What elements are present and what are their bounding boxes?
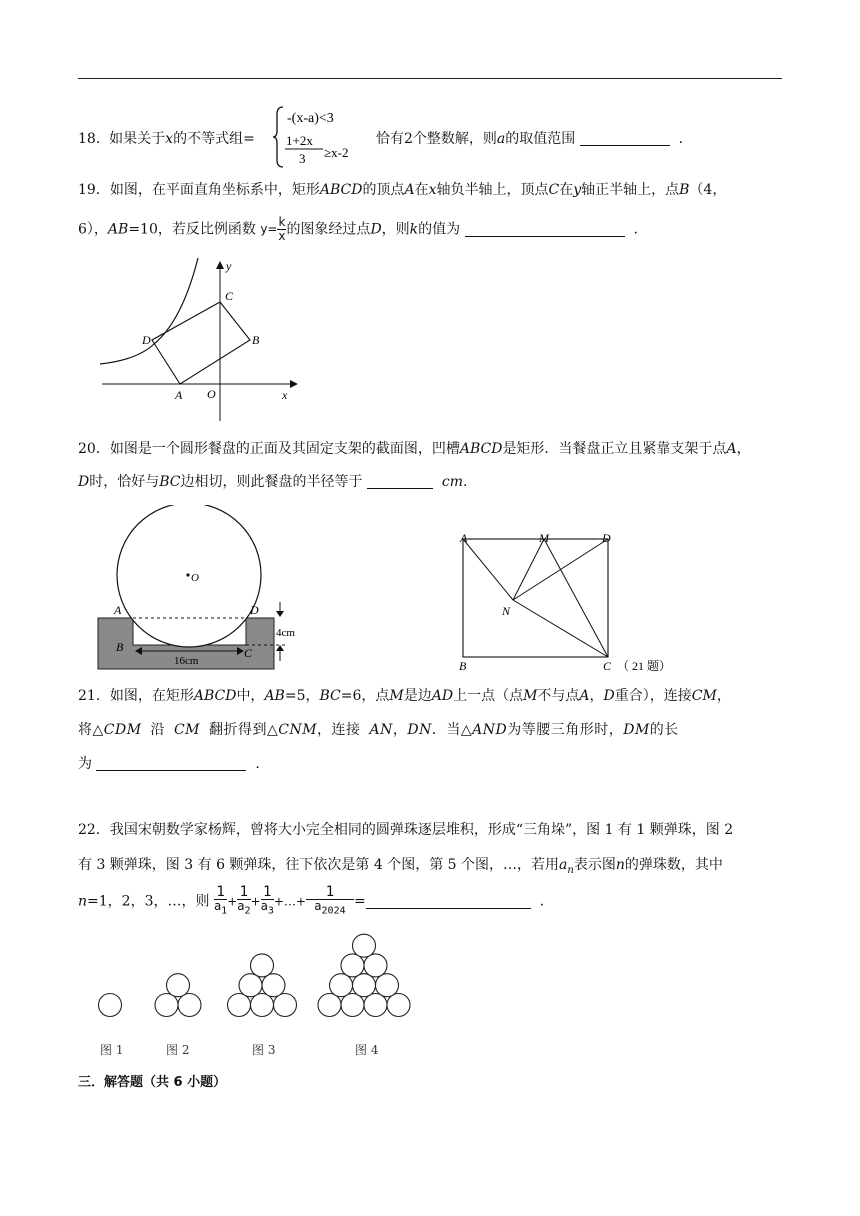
answer-blank-19[interactable] bbox=[465, 222, 625, 237]
figure-20 bbox=[92, 505, 307, 675]
marble-fig4 bbox=[364, 954, 387, 977]
marble-fig2 bbox=[167, 974, 190, 997]
label-D: D bbox=[250, 603, 259, 617]
marble-fig3 bbox=[262, 974, 285, 997]
answer-blank-22[interactable] bbox=[366, 894, 531, 909]
question-19-line2: 6），AB=10，若反比例函数 y= $\frac{k}{x}$ 的图象经过点D，则k的值为 . bbox=[78, 215, 638, 243]
fig21-caption: （ 21 题） bbox=[617, 659, 672, 673]
ineq-2-den: 3 bbox=[299, 151, 306, 166]
marble-fig4 bbox=[353, 934, 376, 957]
label-16cm: 16cm bbox=[174, 655, 199, 667]
marble-fig4 bbox=[341, 994, 364, 1017]
label-D: D bbox=[142, 333, 151, 347]
label-C: C bbox=[244, 646, 253, 660]
question-19-line1: 19．如图，在平面直角坐标系中，矩形ABCD的顶点A在x轴负半轴上，顶点C在y轴正半轴上，点B（4， bbox=[78, 182, 727, 198]
question-21-line1: 21．如图，在矩形ABCD中，AB=5，BC=6，点M是边AD上一点（点M不与点A，D重合），连接CM， bbox=[78, 688, 731, 704]
term-3: $\frac{1}{a_3}$ bbox=[260, 884, 274, 917]
ineq-2-num: 1+2x bbox=[286, 133, 313, 148]
ineq-2-rest: ≥x-2 bbox=[324, 145, 349, 160]
answer-blank-20[interactable] bbox=[367, 474, 433, 489]
term-4: $\frac{1}{a_{2024}}$ bbox=[306, 886, 354, 917]
figure-19 bbox=[92, 256, 307, 424]
question-22-line1: 22．我国宋朝数学家杨辉，曾将大小完全相同的圆弹珠逐层堆积，形成“三角垛”，图 1 有 1 颗弹珠，图 2 bbox=[78, 822, 734, 838]
label-C: C bbox=[603, 659, 612, 673]
question-21-line2: 将△CDM 沿 CM 翻折得到△CNM，连接 AN，DN．当△AND为等腰三角形时，DM的长 bbox=[78, 722, 679, 738]
label-M: M bbox=[539, 531, 549, 545]
question-20-line2: D时，恰好与BC边相切，则此餐盘的半径等于 cm. bbox=[78, 474, 468, 490]
question-22-line2: 有 3 颗弹珠，图 3 有 6 颗弹珠，往下依次是第 4 个图，第 5 个图，…，若用$a_n$表示图n的弹珠数，其中 bbox=[78, 857, 723, 876]
function-expression: y= bbox=[260, 222, 278, 236]
marble-fig4 bbox=[330, 974, 353, 997]
marble-fig4 bbox=[376, 974, 399, 997]
marble-fig4 bbox=[318, 994, 341, 1017]
marble-fig4 bbox=[364, 994, 387, 1017]
marble-fig4 bbox=[353, 974, 376, 997]
label-C: C bbox=[225, 289, 234, 303]
fig22-caption-4: 图 4 bbox=[355, 1043, 379, 1057]
fig22-caption-1: 图 1 bbox=[100, 1043, 124, 1057]
question-21-line3: 为 . bbox=[78, 756, 260, 772]
label-B: B bbox=[459, 659, 467, 673]
marble-fig3 bbox=[228, 994, 251, 1017]
fig22-caption-3: 图 3 bbox=[252, 1043, 276, 1057]
label-4cm: 4cm bbox=[276, 627, 295, 639]
label-B: B bbox=[116, 640, 124, 654]
label-N: N bbox=[502, 604, 511, 618]
marble-fig4 bbox=[341, 954, 364, 977]
term-1: $\frac{1}{a_1}$ bbox=[213, 884, 228, 917]
term-2: $\frac{1}{a_2}$ bbox=[237, 884, 251, 917]
marble-fig3 bbox=[251, 994, 274, 1017]
marble-fig1 bbox=[99, 994, 122, 1017]
question-18: 18. 如果关于x的不等式组= bbox=[78, 131, 255, 147]
ineq-1: -(x-a)<3 bbox=[287, 111, 334, 126]
figure-22 bbox=[90, 928, 420, 1020]
marble-fig2 bbox=[178, 994, 201, 1017]
label-y: y bbox=[226, 259, 232, 273]
question-20-line1: 20．如图是一个圆形餐盘的正面及其固定支架的截面图，凹槽ABCD是矩形．当餐盘正立且紧靠支架于点A， bbox=[78, 441, 751, 457]
label-A: A bbox=[175, 388, 183, 402]
marble-fig3 bbox=[251, 954, 274, 977]
answer-blank-18[interactable] bbox=[580, 131, 670, 146]
label-D: D bbox=[602, 531, 611, 545]
label-A: A bbox=[460, 531, 468, 545]
marble-fig2 bbox=[155, 994, 178, 1017]
label-x: x bbox=[282, 388, 288, 402]
marble-fig3 bbox=[239, 974, 262, 997]
label-O: O bbox=[207, 387, 216, 401]
marble-fig3 bbox=[274, 994, 297, 1017]
answer-blank-21[interactable] bbox=[96, 756, 246, 771]
section-heading: 三．解答题（共 6 小题） bbox=[78, 1075, 227, 1090]
label-O: O bbox=[191, 572, 199, 584]
inequality-system bbox=[273, 104, 369, 170]
question-22-line3: n=1，2，3，…，则 $\frac{1}{a_1}$ + $\frac{1}{a_2}$ + $\frac{1}{a_3}$ +…+ $\frac{1}{a_{2024}}$ = . bbox=[78, 884, 545, 917]
label-B: B bbox=[252, 333, 260, 347]
marble-fig4 bbox=[387, 994, 410, 1017]
fig22-caption-2: 图 2 bbox=[166, 1043, 190, 1057]
figure-21 bbox=[452, 528, 702, 673]
header-rule bbox=[78, 78, 782, 79]
label-A: A bbox=[114, 603, 122, 617]
question-18-tail: 恰有2个整数解，则a的取值范围 . bbox=[376, 131, 684, 147]
